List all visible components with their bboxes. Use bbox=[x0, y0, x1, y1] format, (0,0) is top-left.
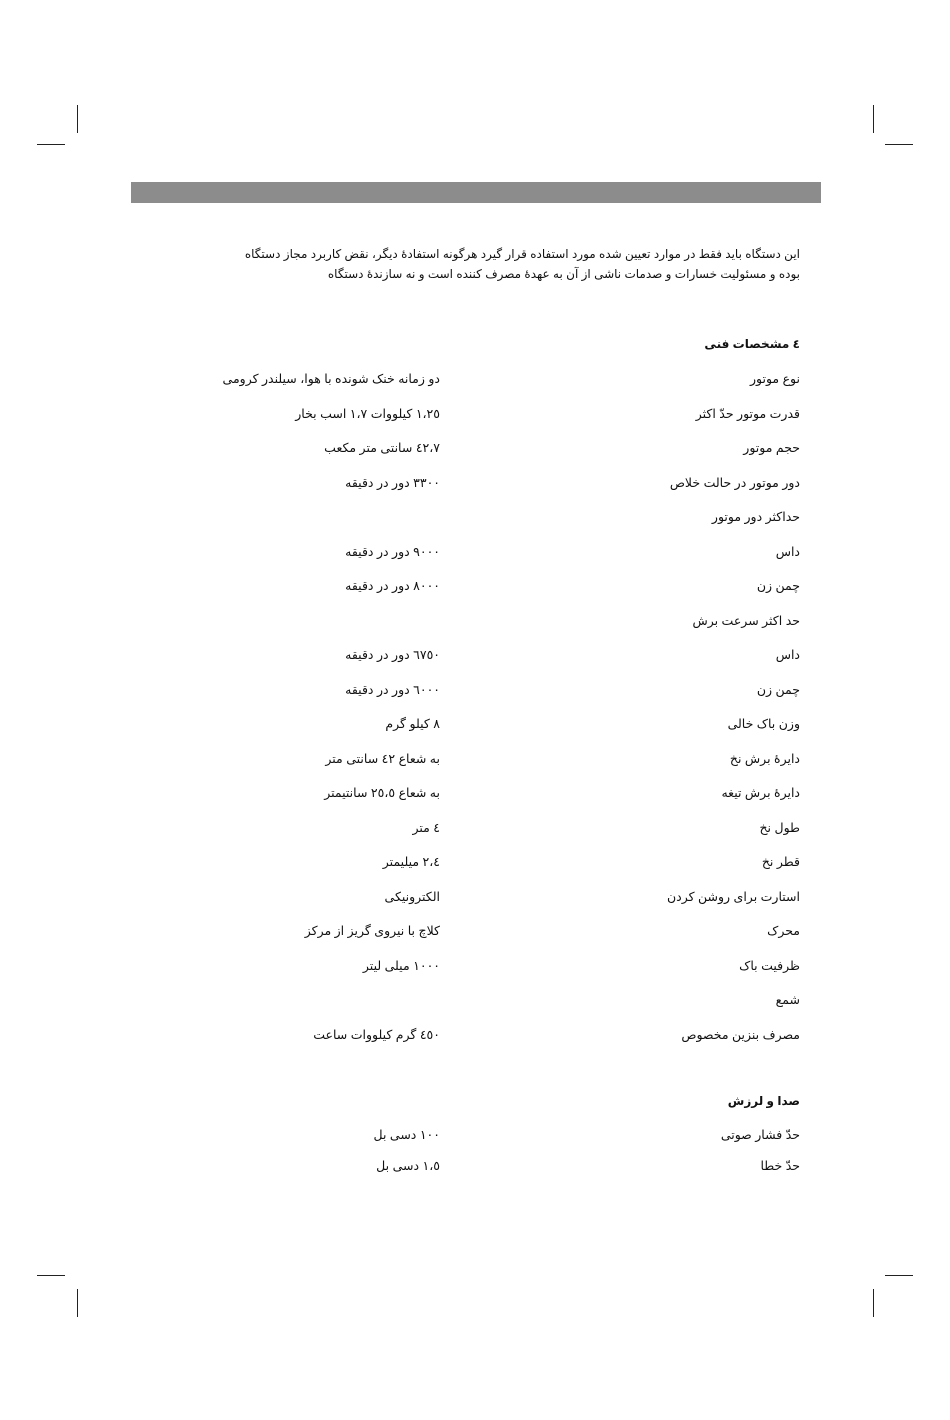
spec-label: قدرت موتور حدّ اکثر bbox=[695, 406, 800, 421]
spec-label: مصرف بنزین مخصوص bbox=[681, 1027, 800, 1042]
crop-mark bbox=[37, 144, 65, 145]
spec-value: الکترونیکی bbox=[384, 889, 440, 904]
header-band bbox=[131, 182, 821, 203]
spec-value: ١،٢٥ کیلووات ١،٧ اسب بخار bbox=[295, 406, 440, 421]
spec-label: ظرفیت باک bbox=[739, 958, 800, 973]
spec-row bbox=[0, 509, 950, 527]
spec-row bbox=[0, 785, 950, 803]
spec-label: داس bbox=[775, 648, 800, 662]
spec-label: دور موتور در حالت خلاص bbox=[669, 475, 800, 490]
spec-label: استارت برای روشن کردن bbox=[666, 889, 800, 904]
spec-value: به شعاع ٢٥،٥ سانتیمتر bbox=[324, 786, 440, 800]
spec-value: ٢،٤ میلیمتر bbox=[382, 855, 440, 869]
spec-value: ٤٥٠ گرم کیلووات ساعت bbox=[313, 1027, 440, 1042]
crop-mark bbox=[77, 105, 78, 133]
spec-label: دایرهٔ برش نخ bbox=[729, 751, 800, 766]
spec-value: دو زمانه خنک شونده با هوا، سیلندر کرومی bbox=[222, 372, 440, 386]
spec-label: طول نخ bbox=[759, 820, 800, 835]
spec-label: چمن زن bbox=[756, 682, 800, 697]
spec-row bbox=[0, 647, 950, 665]
spec-value: ٤٢،٧ سانتی متر مکعب bbox=[324, 441, 440, 455]
spec-value: ٣٣٠٠ دور در دقیقه bbox=[345, 475, 440, 490]
spec-value: ٦٧٥٠ دور در دقیقه bbox=[345, 648, 440, 662]
spec-label: حدّ فشار صوتی bbox=[720, 1128, 800, 1142]
spec-row bbox=[0, 751, 950, 769]
spec-label: وزن باک خالی bbox=[727, 717, 800, 731]
spec-row bbox=[0, 371, 950, 389]
spec-row bbox=[0, 578, 950, 596]
spec-value: کلاچ با نیروی گریز از مرکز bbox=[304, 924, 440, 938]
spec-value: ٤ متر bbox=[412, 820, 440, 835]
spec-row bbox=[0, 1027, 950, 1045]
spec-label: چمن زن bbox=[756, 579, 800, 593]
spec-row bbox=[0, 440, 950, 458]
spec-row bbox=[0, 682, 950, 700]
spec-label: نوع موتور bbox=[750, 372, 800, 386]
spec-value: ٨ کیلو گرم bbox=[385, 717, 440, 731]
spec-label: دایرهٔ برش تیغه bbox=[721, 786, 800, 800]
spec-row bbox=[0, 544, 950, 562]
spec-value: ١٠٠٠ میلی لیتر bbox=[362, 958, 440, 973]
spec-row bbox=[0, 923, 950, 941]
spec-label: حجم موتور bbox=[743, 441, 800, 455]
spec-value: ١٠٠ دسی بل bbox=[373, 1128, 440, 1142]
specs-title: ٤ مشخصات فنی bbox=[704, 337, 800, 351]
spec-value: ٩٠٠٠ دور در دقیقه bbox=[345, 544, 440, 559]
intro-line: بوده و مسئولیت خسارات و صدمات ناشی از آن به عهدهٔ مصرف کننده است و نه سازندهٔ دستگاه bbox=[327, 267, 800, 281]
spec-label: حداکثر دور موتور bbox=[711, 510, 800, 524]
crop-mark bbox=[885, 1275, 913, 1276]
spec-row bbox=[0, 475, 950, 493]
spec-row bbox=[0, 406, 950, 424]
spec-row bbox=[0, 889, 950, 907]
spec-label: حدّ خطا bbox=[760, 1159, 800, 1173]
spec-label: داس bbox=[775, 544, 800, 559]
crop-mark bbox=[77, 1289, 78, 1317]
spec-label: حد اکثر سرعت برش bbox=[692, 613, 800, 628]
intro-line: این دستگاه باید فقط در موارد تعیین شده مورد استفاده قرار گیرد هرگونه استفادهٔ دیگر، نقض کاربرد مجاز دستگاه bbox=[244, 247, 800, 261]
spec-value: ١،٥ دسی بل bbox=[376, 1159, 440, 1173]
spec-row bbox=[0, 854, 950, 872]
intro-paragraph bbox=[180, 244, 800, 284]
noise-title: صدا و لرزش bbox=[727, 1094, 800, 1108]
spec-row bbox=[0, 820, 950, 838]
spec-label: شمع bbox=[775, 993, 800, 1007]
spec-row bbox=[0, 958, 950, 976]
crop-mark bbox=[885, 144, 913, 145]
spec-value: ٨٠٠٠ دور در دقیقه bbox=[345, 579, 440, 593]
spec-label: محرک bbox=[767, 924, 800, 938]
spec-row bbox=[0, 716, 950, 734]
spec-label: قطر نخ bbox=[761, 855, 800, 869]
spec-value: به شعاع ٤٢ سانتی متر bbox=[325, 751, 440, 766]
spec-row bbox=[0, 1158, 950, 1176]
spec-value: ٦٠٠٠ دور در دقیقه bbox=[345, 682, 440, 697]
crop-mark bbox=[873, 105, 874, 133]
spec-row bbox=[0, 613, 950, 631]
spec-row bbox=[0, 1127, 950, 1145]
crop-mark bbox=[873, 1289, 874, 1317]
crop-mark bbox=[37, 1275, 65, 1276]
spec-row bbox=[0, 992, 950, 1010]
